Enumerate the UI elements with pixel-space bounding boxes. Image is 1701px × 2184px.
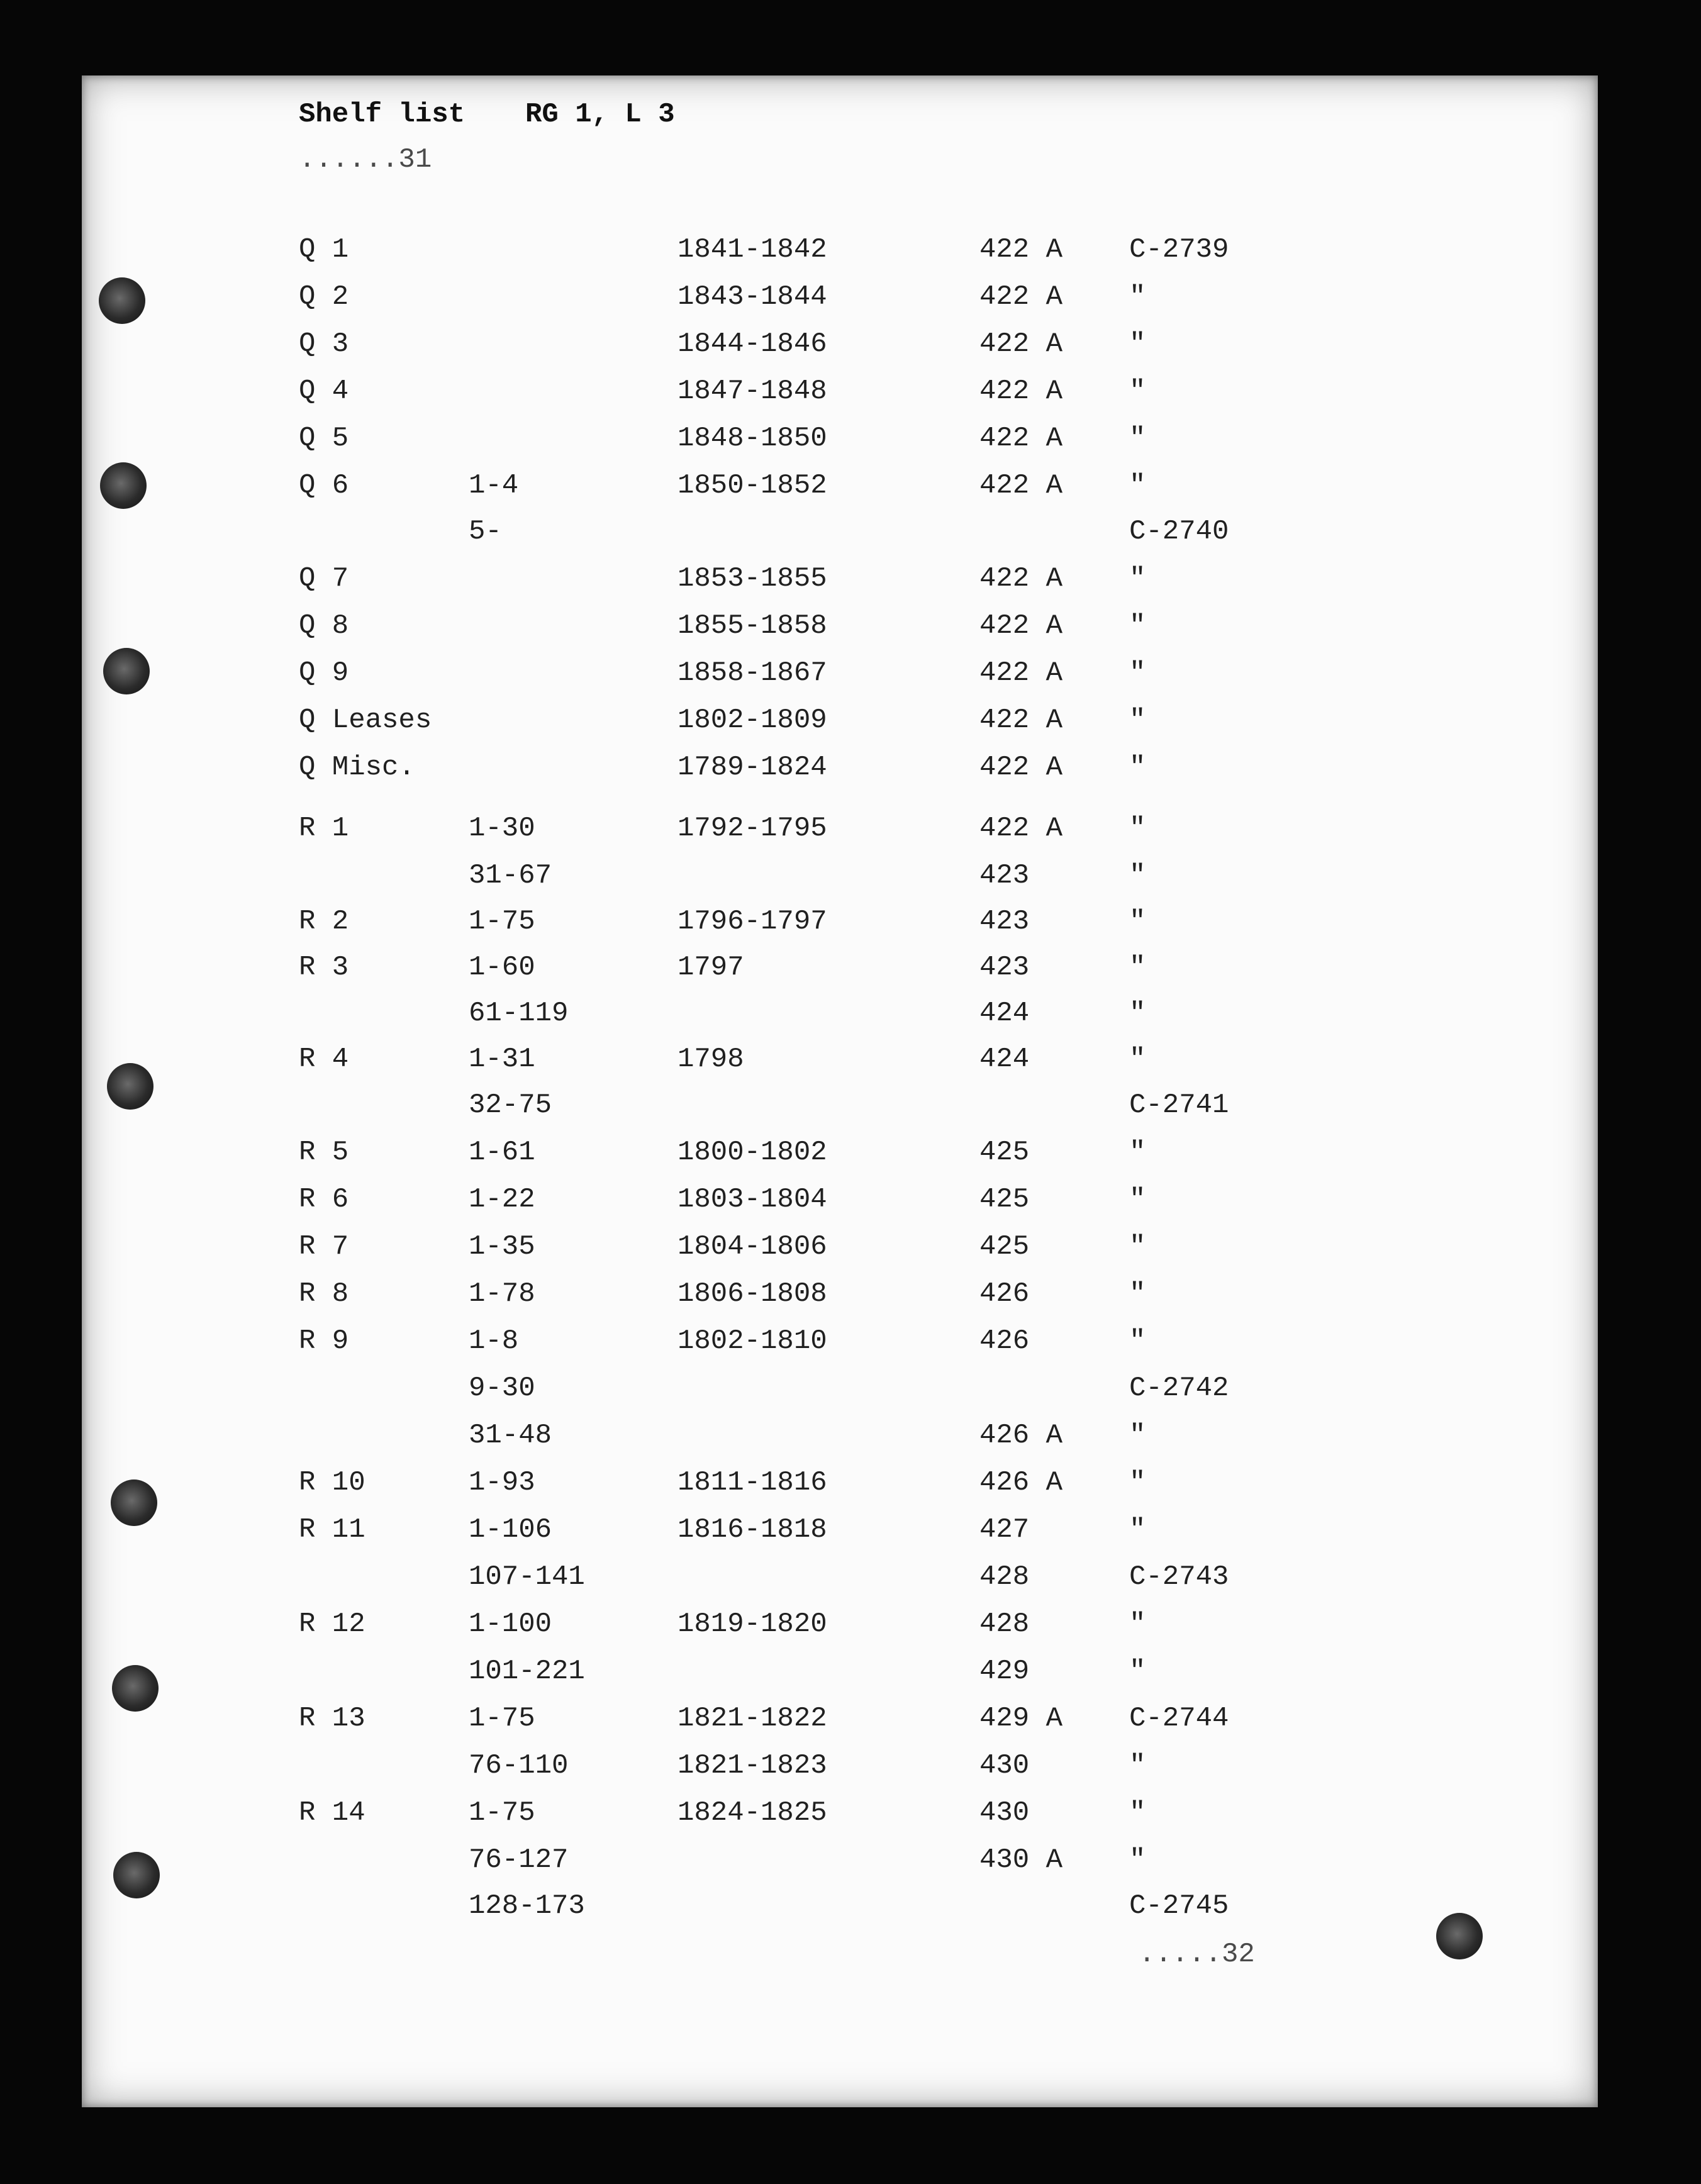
table-row — [82, 1422, 1598, 1459]
box-cell: 422 A — [979, 657, 1063, 689]
series-cell: Q Leases — [299, 705, 432, 736]
box-cell: 422 A — [979, 610, 1063, 642]
series-cell: Q 8 — [299, 610, 349, 642]
box-cell: 422 A — [979, 328, 1063, 360]
reel-cell: " — [1129, 657, 1146, 689]
reel-cell: " — [1129, 752, 1146, 783]
box-cell: 426 A — [979, 1420, 1063, 1451]
shelf-list-title: Shelf list — [299, 99, 466, 130]
table-row — [82, 815, 1598, 852]
series-cell: Q 2 — [299, 281, 349, 313]
volumes-cell: 31-48 — [469, 1420, 552, 1451]
reel-cell: C-2744 — [1129, 1703, 1229, 1734]
years-cell: 1841-1842 — [678, 234, 827, 265]
reel-cell: " — [1129, 813, 1146, 844]
box-cell: 422 A — [979, 423, 1063, 454]
volumes-cell: 1-75 — [469, 1797, 535, 1829]
reel-cell: " — [1129, 1044, 1146, 1075]
series-cell: R 10 — [299, 1467, 365, 1498]
volumes-cell: 1-31 — [469, 1044, 535, 1075]
box-cell: 425 — [979, 1231, 1030, 1262]
table-row — [82, 1091, 1598, 1129]
volumes-cell: 1-30 — [469, 813, 535, 844]
reel-cell: C-2743 — [1129, 1561, 1229, 1593]
reel-cell: " — [1129, 281, 1146, 313]
reel-cell: " — [1129, 1750, 1146, 1781]
table-row — [82, 659, 1598, 697]
volumes-cell: 1-75 — [469, 906, 535, 937]
box-cell: 428 — [979, 1561, 1030, 1593]
reel-cell: " — [1129, 563, 1146, 594]
series-cell: R 3 — [299, 952, 349, 983]
record-group-label: RG 1, L 3 — [525, 99, 675, 130]
box-cell: 425 — [979, 1137, 1030, 1168]
reel-cell: " — [1129, 610, 1146, 642]
table-row — [82, 1892, 1598, 1930]
reel-cell: " — [1129, 376, 1146, 407]
box-cell: 425 — [979, 1184, 1030, 1215]
years-cell: 1855-1858 — [678, 610, 827, 642]
years-cell: 1804-1806 — [678, 1231, 827, 1262]
reel-cell: " — [1129, 1325, 1146, 1357]
volumes-cell: 32-75 — [469, 1089, 552, 1121]
box-cell: 429 A — [979, 1703, 1063, 1734]
table-row — [82, 518, 1598, 555]
years-cell: 1816-1818 — [678, 1514, 827, 1546]
reel-cell: " — [1129, 423, 1146, 454]
reel-cell: C-2745 — [1129, 1890, 1229, 1922]
series-cell: Q 9 — [299, 657, 349, 689]
years-cell: 1798 — [678, 1044, 744, 1075]
table-row — [82, 612, 1598, 650]
box-cell: 423 — [979, 860, 1030, 891]
volumes-cell: 1-35 — [469, 1231, 535, 1262]
box-cell: 424 — [979, 998, 1030, 1029]
table-row — [82, 1563, 1598, 1601]
table-row — [82, 908, 1598, 945]
years-cell: 1848-1850 — [678, 423, 827, 454]
table-row — [82, 1186, 1598, 1223]
series-cell: Q 3 — [299, 328, 349, 360]
series-cell: Q Misc. — [299, 752, 415, 783]
reel-cell: " — [1129, 1608, 1146, 1640]
box-cell: 422 A — [979, 752, 1063, 783]
box-cell: 422 A — [979, 563, 1063, 594]
series-cell: R 6 — [299, 1184, 349, 1215]
table-row — [82, 283, 1598, 321]
reel-cell: " — [1129, 1278, 1146, 1310]
years-cell: 1844-1846 — [678, 328, 827, 360]
series-cell: R 7 — [299, 1231, 349, 1262]
years-cell: 1843-1844 — [678, 281, 827, 313]
volumes-cell: 76-127 — [469, 1844, 569, 1876]
reel-cell: " — [1129, 860, 1146, 891]
volumes-cell: 1-60 — [469, 952, 535, 983]
box-cell: 430 A — [979, 1844, 1063, 1876]
years-cell: 1802-1809 — [678, 705, 827, 736]
volumes-cell: 1-22 — [469, 1184, 535, 1215]
table-row — [82, 1139, 1598, 1176]
series-cell: R 4 — [299, 1044, 349, 1075]
reel-cell: " — [1129, 1514, 1146, 1546]
table-row — [82, 862, 1598, 900]
years-cell: 1803-1804 — [678, 1184, 827, 1215]
table-row — [82, 1516, 1598, 1554]
document-page — [82, 75, 1598, 2107]
reel-cell: " — [1129, 470, 1146, 501]
box-cell: 423 — [979, 906, 1030, 937]
reel-cell: " — [1129, 1797, 1146, 1829]
box-cell: 429 — [979, 1656, 1030, 1687]
box-cell: 422 A — [979, 470, 1063, 501]
table-row — [82, 1752, 1598, 1790]
volumes-cell: 1-4 — [469, 470, 519, 501]
table-row — [82, 1658, 1598, 1695]
volumes-cell: 5- — [469, 516, 502, 547]
years-cell: 1850-1852 — [678, 470, 827, 501]
box-cell: 423 — [979, 952, 1030, 983]
reel-cell: " — [1129, 1844, 1146, 1876]
years-cell: 1800-1802 — [678, 1137, 827, 1168]
volumes-cell: 1-106 — [469, 1514, 552, 1546]
years-cell: 1806-1808 — [678, 1278, 827, 1310]
reel-cell: C-2741 — [1129, 1089, 1229, 1121]
previous-page-ref: ......31 — [299, 144, 432, 176]
volumes-cell: 107-141 — [469, 1561, 585, 1593]
years-cell: 1789-1824 — [678, 752, 827, 783]
series-cell: R 13 — [299, 1703, 365, 1734]
volumes-cell: 128-173 — [469, 1890, 585, 1922]
reel-cell: " — [1129, 906, 1146, 937]
reel-cell: " — [1129, 1420, 1146, 1451]
table-row — [82, 1610, 1598, 1648]
years-cell: 1811-1816 — [678, 1467, 827, 1498]
series-cell: Q 1 — [299, 234, 349, 265]
table-row — [82, 954, 1598, 991]
table-row — [82, 1469, 1598, 1507]
volumes-cell: 61-119 — [469, 998, 569, 1029]
reel-cell: " — [1129, 998, 1146, 1029]
years-cell: 1819-1820 — [678, 1608, 827, 1640]
volumes-cell: 1-61 — [469, 1137, 535, 1168]
volumes-cell: 31-67 — [469, 860, 552, 891]
table-row — [82, 565, 1598, 603]
box-cell: 428 — [979, 1608, 1030, 1640]
years-cell: 1796-1797 — [678, 906, 827, 937]
series-cell: R 14 — [299, 1797, 365, 1829]
volumes-cell: 1-93 — [469, 1467, 535, 1498]
table-row — [82, 1233, 1598, 1271]
reel-cell: C-2740 — [1129, 516, 1229, 547]
box-cell: 422 A — [979, 234, 1063, 265]
box-cell: 430 — [979, 1797, 1030, 1829]
table-row — [82, 754, 1598, 791]
series-cell: R 5 — [299, 1137, 349, 1168]
years-cell: 1824-1825 — [678, 1797, 827, 1829]
box-cell: 430 — [979, 1750, 1030, 1781]
table-row — [82, 1327, 1598, 1365]
table-row — [82, 1705, 1598, 1742]
box-cell: 422 A — [979, 813, 1063, 844]
box-cell: 424 — [979, 1044, 1030, 1075]
volumes-cell: 9-30 — [469, 1373, 535, 1404]
series-cell: R 12 — [299, 1608, 365, 1640]
years-cell: 1797 — [678, 952, 744, 983]
series-cell: R 2 — [299, 906, 349, 937]
years-cell: 1802-1810 — [678, 1325, 827, 1357]
reel-cell: " — [1129, 1467, 1146, 1498]
series-cell: Q 6 — [299, 470, 349, 501]
volumes-cell: 1-100 — [469, 1608, 552, 1640]
series-cell: Q 5 — [299, 423, 349, 454]
volumes-cell: 1-78 — [469, 1278, 535, 1310]
table-row — [82, 1374, 1598, 1412]
series-cell: R 11 — [299, 1514, 365, 1546]
years-cell: 1858-1867 — [678, 657, 827, 689]
series-cell: R 1 — [299, 813, 349, 844]
table-row — [82, 472, 1598, 510]
volumes-cell: 101-221 — [469, 1656, 585, 1687]
box-cell: 427 — [979, 1514, 1030, 1546]
reel-cell: " — [1129, 1231, 1146, 1262]
table-row — [82, 425, 1598, 462]
years-cell: 1792-1795 — [678, 813, 827, 844]
next-page-ref: .....32 — [1139, 1939, 1255, 1970]
box-cell: 426 — [979, 1325, 1030, 1357]
table-row — [82, 706, 1598, 744]
box-cell: 422 A — [979, 281, 1063, 313]
table-row — [82, 330, 1598, 368]
table-row — [82, 377, 1598, 415]
years-cell: 1853-1855 — [678, 563, 827, 594]
reel-cell: " — [1129, 1184, 1146, 1215]
volumes-cell: 1-75 — [469, 1703, 535, 1734]
series-cell: Q 4 — [299, 376, 349, 407]
table-row — [82, 1280, 1598, 1318]
table-row — [82, 1846, 1598, 1884]
reel-cell: " — [1129, 705, 1146, 736]
series-cell: R 8 — [299, 1278, 349, 1310]
table-row — [82, 1000, 1598, 1037]
reel-cell: " — [1129, 1656, 1146, 1687]
years-cell: 1821-1822 — [678, 1703, 827, 1734]
volumes-cell: 1-8 — [469, 1325, 519, 1357]
volumes-cell: 76-110 — [469, 1750, 569, 1781]
reel-cell: " — [1129, 328, 1146, 360]
table-row — [82, 1799, 1598, 1837]
reel-cell: " — [1129, 1137, 1146, 1168]
reel-cell: " — [1129, 952, 1146, 983]
reel-cell: C-2742 — [1129, 1373, 1229, 1404]
years-cell: 1847-1848 — [678, 376, 827, 407]
box-cell: 422 A — [979, 376, 1063, 407]
table-row — [82, 236, 1598, 274]
box-cell: 426 — [979, 1278, 1030, 1310]
series-cell: R 9 — [299, 1325, 349, 1357]
box-cell: 422 A — [979, 705, 1063, 736]
box-cell: 426 A — [979, 1467, 1063, 1498]
reel-cell: C-2739 — [1129, 234, 1229, 265]
years-cell: 1821-1823 — [678, 1750, 827, 1781]
series-cell: Q 7 — [299, 563, 349, 594]
table-row — [82, 1045, 1598, 1083]
